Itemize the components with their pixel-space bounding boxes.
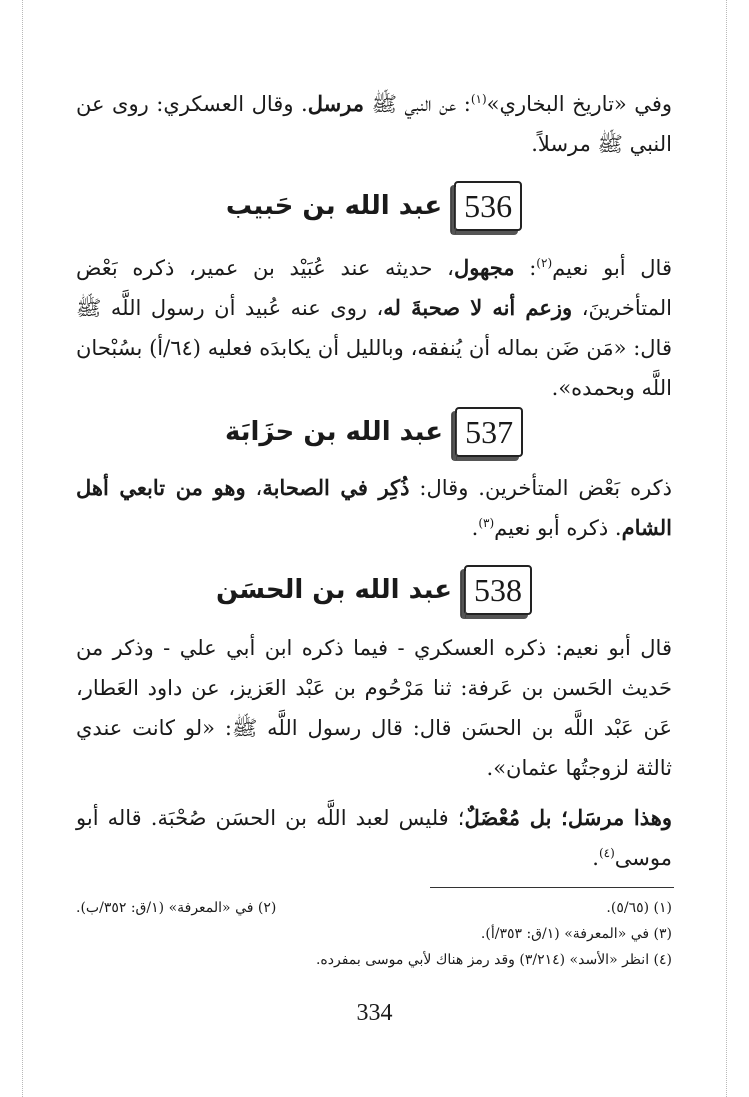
- footnote-4: (٤) انظر «الأسد» (٣/٢١٤) وقد رمز هناك لأبي موسى بمفرده.: [315, 952, 672, 968]
- entry-number-box: 538: [464, 565, 532, 615]
- entry-heading-536: [76, 176, 672, 236]
- paragraph-entry-537: ذكره بَعْض المتأخرين. وقال: ذُكِر في الصحابة، وهو من تابعي أهل الشام. ذكره أبو نعيم$^{(٣)}$.: [76, 475, 673, 540]
- entry-heading-538: [76, 560, 672, 620]
- entry-number-box: 536: [454, 181, 522, 231]
- footnote-row-1: [76, 896, 672, 920]
- footnote-separator: [430, 887, 674, 888]
- page-number: 334: [356, 1000, 393, 1026]
- paragraph-entry-538-note: وهذا مرسَل؛ بل مُعْضَلٌ؛ فليس لعبد اللَّه بن الحسَن صُحْبَة. قاله أبو موسى$^{(٤)}$.: [76, 805, 672, 870]
- footnote-ref-2[interactable]: (٢): [536, 256, 553, 270]
- entry-heading-537: [76, 402, 672, 462]
- footnote-3: (٣) في «المعرفة» (١/ق: ٣٥٣/أ).: [480, 926, 672, 942]
- left-margin-guide: [22, 0, 23, 1097]
- paragraph-entry-536: قال أبو نعيم$^{(٢)}$: مجهول، حديثه عند عُبَيْد بن عمير، ذكره بَعْض المتأخرينَ، وزعم أنه لا صحبةَ له، روى عنه عُبيد أن رسول اللَّه ﷺ قال: «مَن ضَن بماله أن يُنفقه، وبالليل أن يكابدَه فعليه (٦٤/أ) بسُبْحان اللَّه وبحمده».: [76, 255, 672, 400]
- footnote-ref-3[interactable]: (٣): [478, 516, 495, 530]
- footnote-ref-4[interactable]: (٤): [598, 846, 615, 860]
- entry-title: عبد الله بن حزَابَة: [224, 417, 444, 447]
- footnote-ref-1[interactable]: (١): [470, 92, 487, 106]
- entry-title: عبد الله بن حَبيب: [225, 191, 443, 221]
- right-margin-guide: [726, 0, 727, 1097]
- footnote-1: (١) (٥/٦٥).: [606, 900, 672, 916]
- footnote-2: (٢) في «المعرفة» (١/ق: ٣٥٢/ب).: [76, 900, 277, 916]
- paragraph-bukhari-history: وفي «تاريخ البخاري»$^{(١)}$: عن النبي ﷺ مرسل. وقال العسكري: روى عن النبي ﷺ مرسلاً.: [76, 91, 672, 156]
- entry-title: عبد الله بن الحسَن: [215, 575, 453, 605]
- paragraph-entry-538: قال أبو نعيم: ذكره العسكري - فيما ذكره ابن أبي علي - وذكر من حَديث الحَسن بن عَرفة: ثنا مَرْحُوم بن عَبْد العَزيز، عن داود العَطار، عَن عَبْد اللَّه بن الحسَن قال: قال رسول اللَّه ﷺ: «لو كانت عندي ثالثة لزوجتُها عثمان».: [76, 636, 672, 780]
- entry-number-box: 537: [455, 407, 523, 457]
